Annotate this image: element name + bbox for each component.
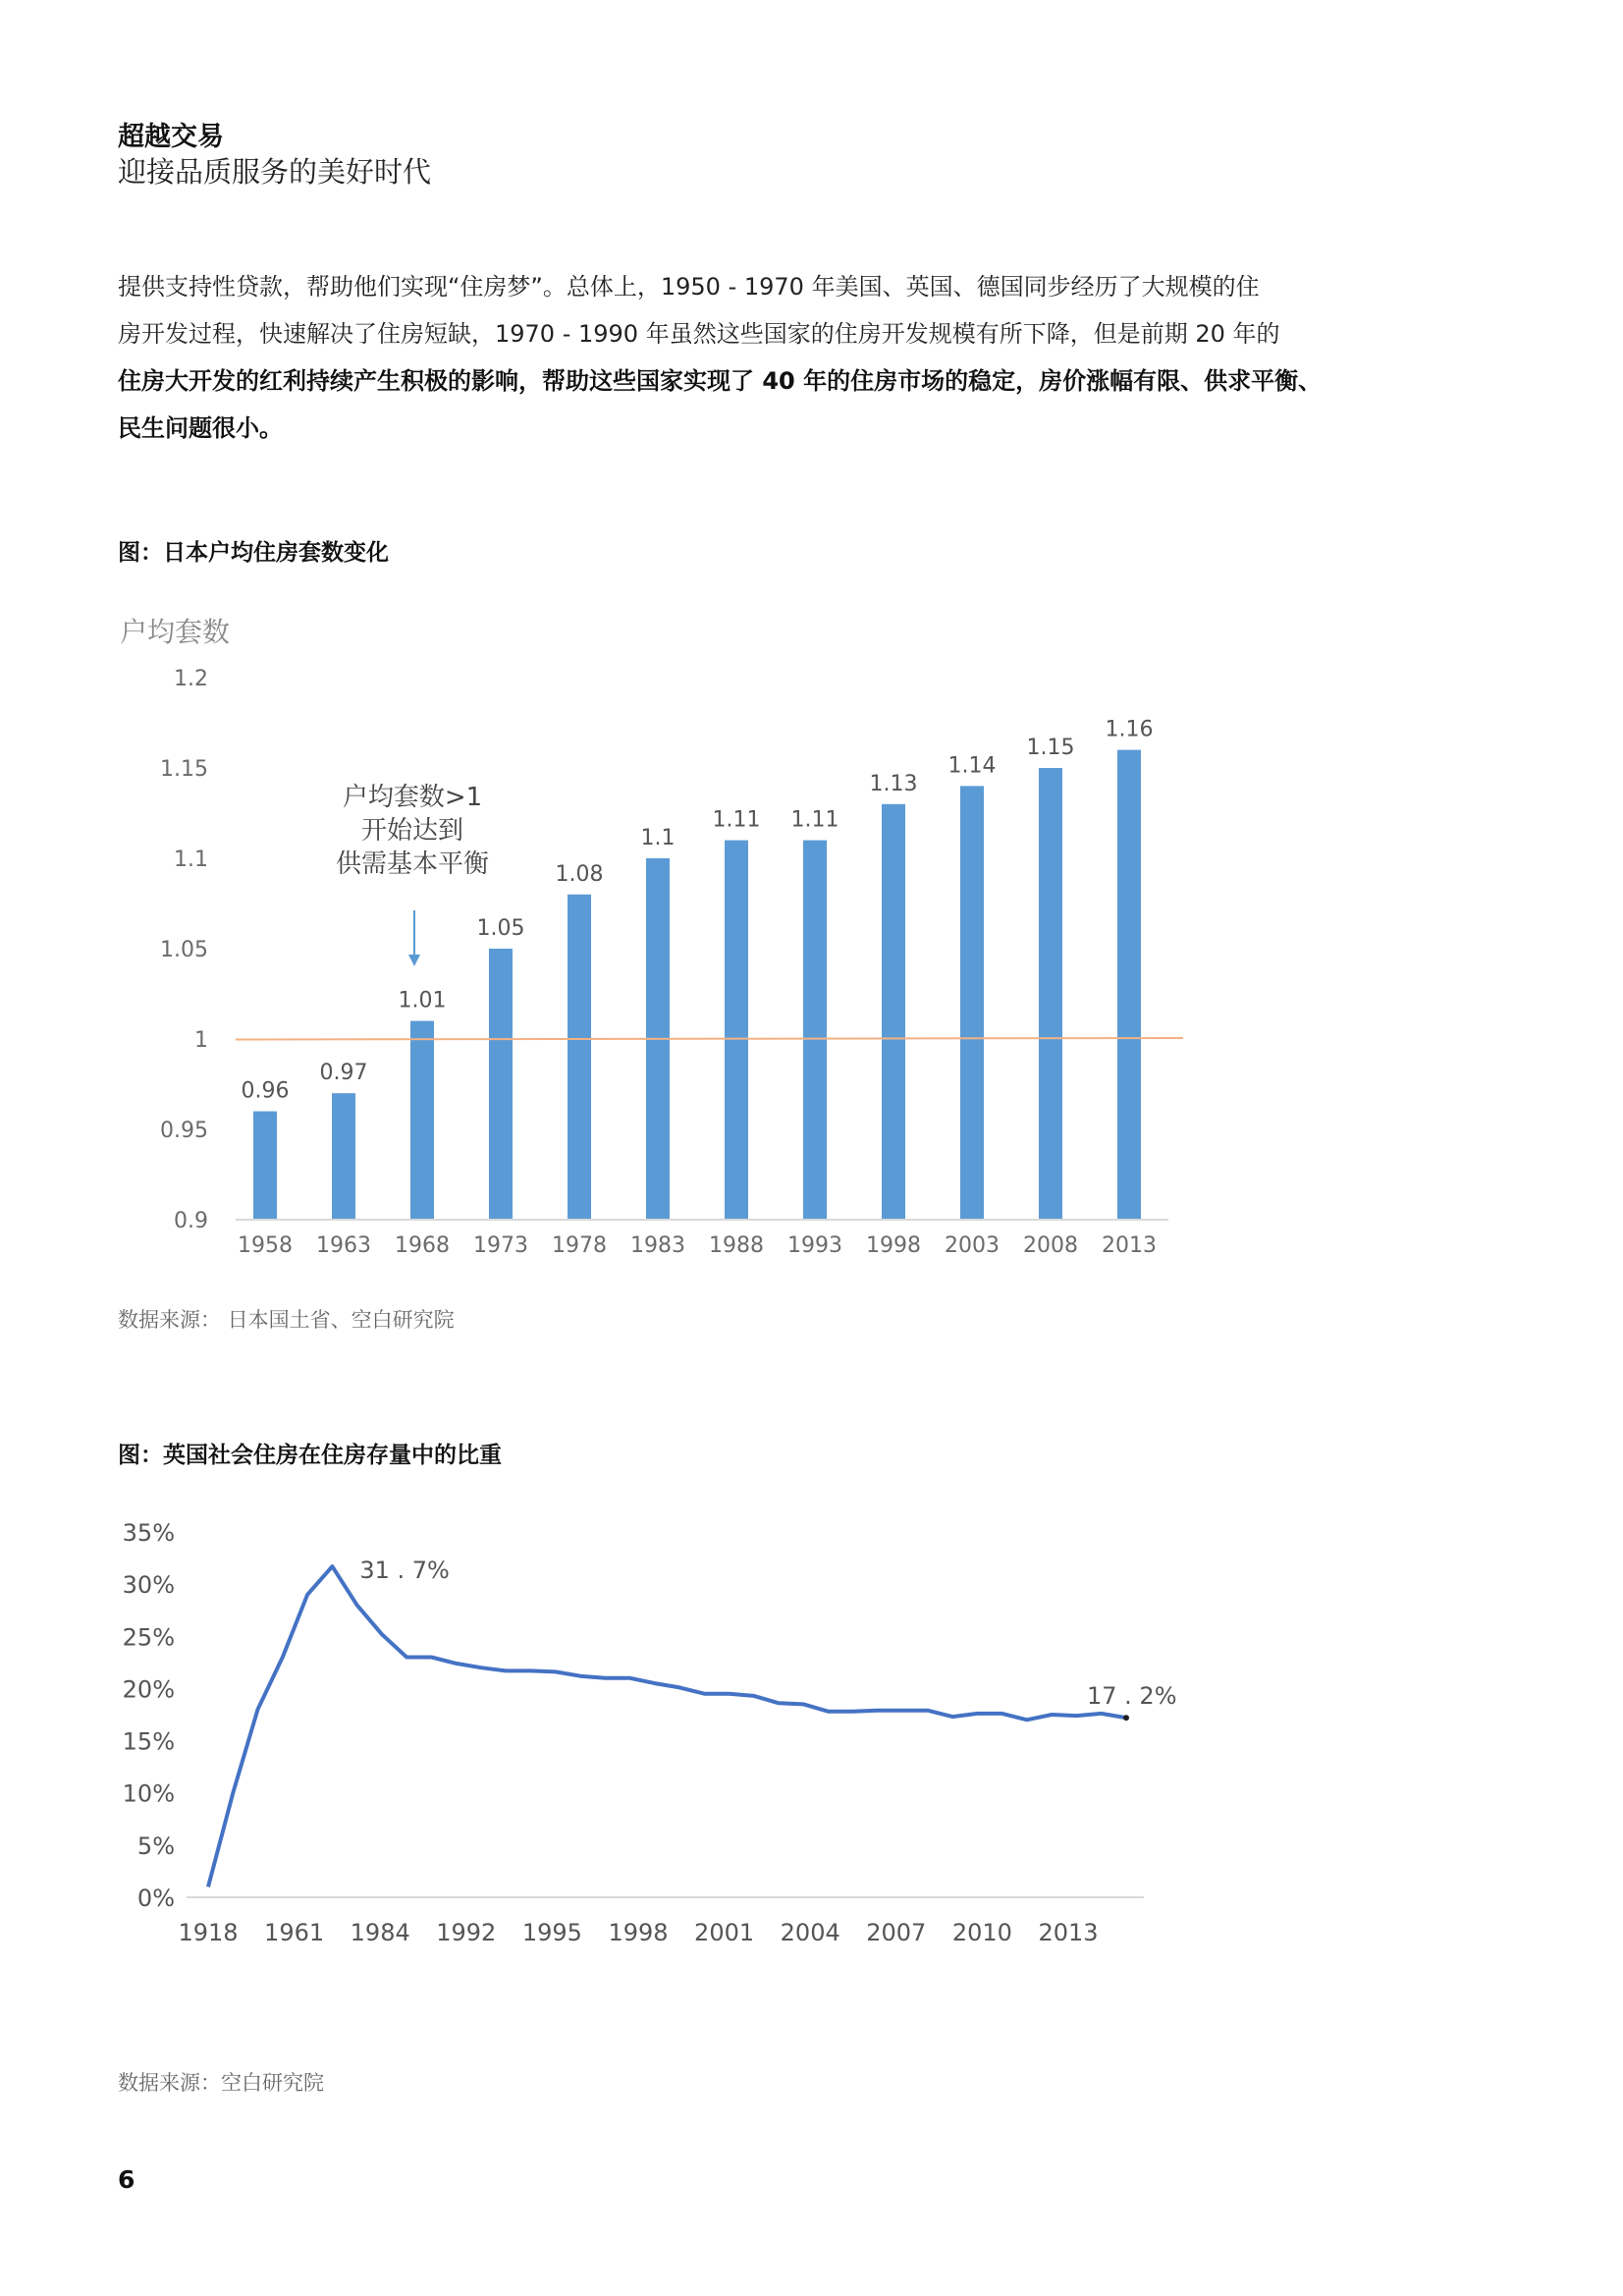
x-tick-2007: 2007: [866, 1919, 927, 1946]
chart2-y-tick: 30%: [122, 1571, 175, 1600]
paragraph-bold-line-1: [118, 357, 1424, 405]
japan-housing-bar-chart: [0, 589, 1623, 1286]
figure2-source: 数据来源：空白研究院: [118, 2071, 324, 2095]
chart1-y-tick: 0.9: [174, 1209, 208, 1233]
x-tick-2004: 2004: [780, 1919, 840, 1946]
chart2-y-tick: 0%: [136, 1885, 175, 1912]
chart1-y-tick: 1.15: [160, 757, 208, 782]
social-housing-share-line: [208, 1566, 1126, 1886]
bar-label-1978: 1.08: [555, 861, 604, 887]
chart2-y-tick: 5%: [136, 1831, 175, 1860]
chart1-y-tick: 1.05: [160, 938, 208, 962]
chart2-y-tick: 15%: [122, 1727, 175, 1756]
x-tick-1918: 1918: [178, 1919, 239, 1946]
annotation-line-1: 户均套数>1: [342, 783, 483, 812]
chart2-x-axis: [178, 1919, 1098, 1946]
chart2-y-tick: 35%: [122, 1519, 175, 1547]
annotation-arrow: [408, 910, 420, 966]
bold-text-1: 住房大开发的红利持续产生积极的影响，帮助这些国家实现了 40 年的住房市场的稳定，房价涨幅有限、供求平衡、: [118, 367, 1323, 395]
figure1-source: 数据来源： 日本国土省、空白研究院: [118, 1308, 455, 1332]
chart1-y-tick: 1.2: [174, 667, 208, 691]
uk-social-housing-line-chart: [0, 1503, 1623, 1984]
chart2-y-tick: 25%: [122, 1623, 175, 1652]
chart2-y-axis: [123, 1519, 175, 1912]
chart1-annotation: [336, 783, 489, 879]
chart2-y-tick: 20%: [122, 1675, 175, 1704]
bar-label-1963: 0.97: [319, 1061, 368, 1086]
page-number: 6: [118, 2165, 135, 2194]
report-subtitle: 迎接品质服务的美好时代: [118, 155, 432, 189]
chart2-y-tick: 10%: [122, 1779, 175, 1808]
x-tick-1995: 1995: [521, 1919, 582, 1946]
bar-1988: [725, 841, 748, 1220]
bar-2013: [1117, 750, 1141, 1220]
bar-label-1998: 1.13: [869, 771, 918, 796]
bar-label-2003: 1.14: [947, 753, 997, 779]
bar-label-1958: 0.96: [241, 1078, 290, 1104]
paragraph-line-2: 房开发过程，快速解决了住房短缺，1970 - 1990 年虽然这些国家的住房开发规模有所下降，但是前期 20 年的: [118, 320, 1280, 348]
bar-1958: [253, 1112, 277, 1220]
chart1-y-tick: 1: [194, 1028, 208, 1053]
chart1-x-axis: [238, 1233, 1157, 1258]
bar-2008: [1039, 768, 1062, 1220]
x-tick-1998: 1998: [866, 1233, 921, 1258]
annotation-line-2: 开始达到: [360, 816, 464, 846]
report-title: 超越交易: [118, 122, 224, 152]
bold-text-2: 民生问题很小。: [118, 414, 283, 442]
bar-1978: [568, 895, 591, 1220]
x-tick-2010: 2010: [951, 1919, 1012, 1946]
bar-label-1973: 1.05: [476, 916, 525, 941]
peak-label: 31 . 7%: [359, 1557, 450, 1585]
chart1-y-title: 户均套数: [120, 616, 231, 648]
paragraph-line-1: 提供支持性贷款，帮助他们实现“住房梦”。总体上，1950 - 1970 年美国、英国、德国同步经历了大规模的住: [118, 273, 1260, 301]
bar-2003: [960, 786, 984, 1220]
x-tick-1998: 1998: [608, 1919, 669, 1946]
x-tick-1983: 1983: [630, 1233, 685, 1258]
bar-1998: [882, 804, 905, 1220]
bar-label-1983: 1.1: [640, 826, 676, 850]
x-tick-1984: 1984: [350, 1919, 410, 1946]
chart1-y-tick: 1.1: [174, 847, 208, 872]
figure1-title: 图：日本户均住房套数变化: [118, 540, 389, 566]
x-tick-2013: 2013: [1038, 1919, 1099, 1946]
x-tick-1992: 1992: [436, 1919, 497, 1946]
bar-1963: [332, 1093, 355, 1220]
end-label: 17 . 2%: [1087, 1682, 1177, 1711]
chart1-data-labels: [242, 718, 1154, 1104]
bar-label-1988: 1.11: [712, 807, 761, 833]
bar-label-2013: 1.16: [1105, 717, 1154, 742]
x-tick-1958: 1958: [238, 1233, 293, 1258]
x-tick-1973: 1973: [473, 1233, 528, 1258]
bar-1968: [410, 1021, 434, 1220]
bar-1973: [489, 949, 513, 1220]
x-tick-2003: 2003: [945, 1233, 1000, 1258]
x-tick-1968: 1968: [395, 1233, 450, 1258]
paragraph-bold-line-2: [118, 405, 1424, 452]
x-tick-1993: 1993: [787, 1233, 842, 1258]
bar-label-1993: 1.11: [790, 807, 839, 833]
x-tick-2013: 2013: [1102, 1233, 1157, 1258]
bar-1993: [803, 841, 827, 1220]
annotation-line-3: 供需基本平衡: [335, 849, 490, 879]
x-tick-1961: 1961: [264, 1919, 325, 1946]
chart1-y-axis: [160, 667, 208, 1233]
bar-label-1968: 1.01: [398, 988, 447, 1013]
figure2-title: 图：英国社会住房在住房存量中的比重: [118, 1443, 502, 1468]
end-point-marker: [1123, 1715, 1129, 1721]
chart1-y-tick: 0.95: [160, 1119, 208, 1143]
x-tick-2001: 2001: [694, 1919, 755, 1946]
x-tick-2008: 2008: [1023, 1233, 1078, 1258]
x-tick-1988: 1988: [709, 1233, 764, 1258]
body-paragraph: [118, 263, 1424, 452]
x-tick-1978: 1978: [552, 1233, 607, 1258]
bar-label-2008: 1.15: [1026, 736, 1075, 760]
x-tick-1963: 1963: [316, 1233, 371, 1258]
